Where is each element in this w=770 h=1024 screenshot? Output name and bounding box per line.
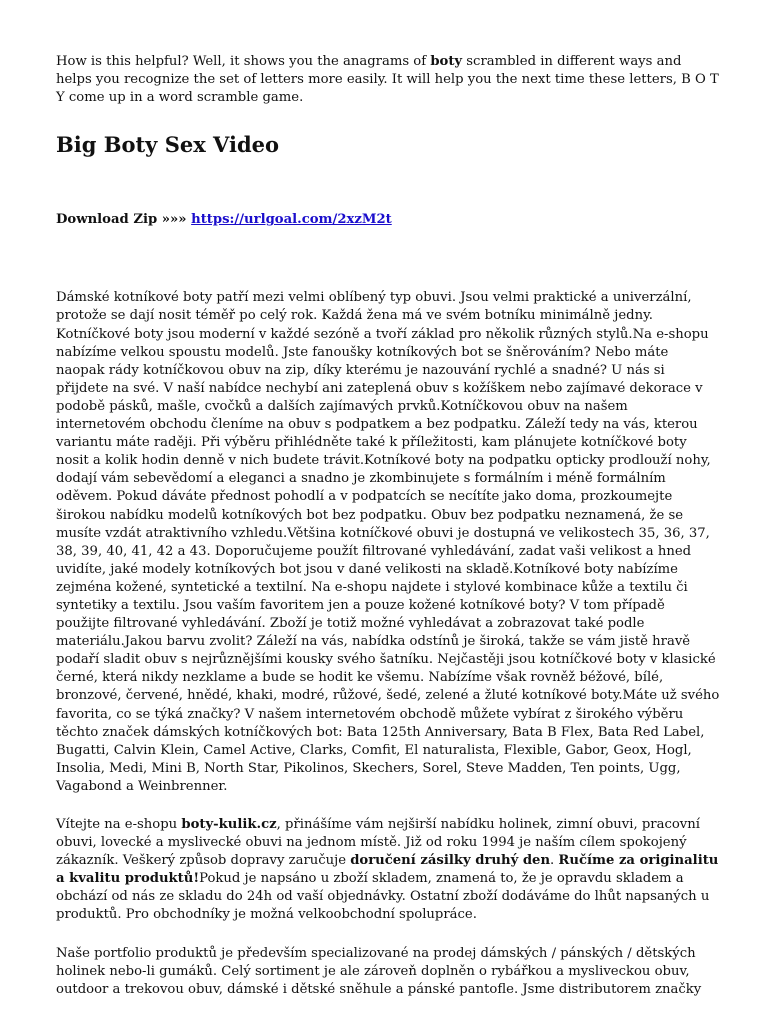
para2-text-4: Pokud je napsáno u zboží skladem, znamená to, že je opravdu skladem a obchází od nás ze skladu do 24h od vaší objednávky. Ostatní zboží dodáváme do lhůt napsaných u produktů. Pro obchodníky je možná velkoobchodní spolupráce. <box>56 871 710 923</box>
body-paragraph-2 <box>56 816 721 925</box>
intro-paragraph <box>56 53 721 107</box>
para2-text-2: , přinášíme vám nejširší nabídku holinek, zimní obuvi, pracovní obuvi, lovecké a myslivecké obuvi na jednom místě. Již od roku 1994 je naším cílem spokojený zákazník. Veškerý způsob dopravy zaručuje <box>56 817 700 869</box>
body-paragraph-3: Naše portfolio produktů je především specializované na prodej dámských / pánských / dětských holinek nebo-li gumáků. Celý sortiment je ale zároveň doplněn o rybářkou a mysliveckou obuv, outdoor a trekovou obuv, dámské i dětské sněhule a pánské pantofle. Jsme distributorem značky <box>56 945 702 997</box>
download-label: Download Zip »»» <box>56 212 192 228</box>
intro-text-1: How is this helpful? Well, it shows you the anagrams of <box>56 54 431 69</box>
para2-text-3: . <box>550 853 559 869</box>
delivery-promise: doručení zásilky druhý den <box>350 853 551 869</box>
intro-bold-word: boty <box>430 54 463 69</box>
download-line <box>56 211 721 229</box>
shop-name: boty-kulik.cz <box>181 817 277 832</box>
download-link[interactable]: https://urlgoal.com/2xzM2t <box>191 212 392 228</box>
page-title: Big Boty Sex Video <box>56 132 280 158</box>
para2-text-1: Vítejte na e-shopu <box>56 817 182 832</box>
document-page <box>56 53 721 999</box>
body-paragraph-1: Dámské kotníkové boty patří mezi velmi oblíbený typ obuvi. Jsou velmi praktické a univerzální, protože se dají nosit téměř po celý rok. Každá žena má ve svém botníku minimálně jedny. Kotníčkové boty jsou moderní v každé sezóně a tvoří základ pro několik různých stylů.Na e-shopu nabízíme velkou spoustu modelů. Jste fanoušky kotníkových bot se šněrováním? Nebo máte naopak rády kotníčkovou obuv na zip, díky kterému je nazouvání rychlé a snadné? U nás si přijdete na své. V naší nabídce nechybí ani zateplená obuv s kožíškem nebo zajímavé dekorace v podobě pásků, mašle, cvočků a dalších zajímavých prvků.Kotníčkovou obuv na našem internetovém obchodu členíme na obuv s podpatkem a bez podpatku. Záleží tedy na vás, kterou variantu máte raději. Při výběru přihlédněte také k příležitosti, kam plánujete kotníčkové boty nosit a kolik hodin denně v nich budete trávit.Kotníkové boty na podpatku opticky prodlouží nohy, dodají vám sebevědomí a eleganci a snadno je zkombinujete s formálním i méně formálním oděvem. Pokud dáváte přednost pohodlí a v podpatcích se necítíte jako doma, prozkoumejte širokou nabídku modelů kotníkových bot bez podpatku. Obuv bez podpatku neznamená, že se musíte vzdát atraktivního vzhledu.Většina kotníčkové obuvi je dostupná ve velikostech 35, 36, 37, 38, 39, 40, 41, 42 a 43. Doporučujeme použít filtrované vyhledávání, zadat vaši velikost a hned uvidíte, jaké modely kotníkových bot jsou v dané velikosti na skladě.Kotníkové boty nabízíme zejména kožené, syntetické a textilní. Na e-shopu najdete i stylové kombinace kůže a textilu či syntetiky a textilu. Jsou vaším favoritem jen a pouze kožené kotníkové boty? V tom případě použijte filtrované vyhledávání. Zboží je totiž možné vyhledávat a zobrazovat také podle materiálu.Jakou barvu zvolit? Záleží na vás, nabídka odstínů je široká, takže se vám jistě hravě podaří sladit obuv s nejrůznějšími kousky svého šatníku. Nejčastěji jsou kotníčkové boty v klasické černé, která nikdy nezklame a bude se hodit ke všemu. Nabízíme však rovněž béžové, bílé, bronzové, červené, hnědé, khaki, modré, růžové, šedé, zelené a žluté kotníkové boty.Máte už svého favorita, co se týká značky? V našem internetovém obchodě můžete vybírat z širokého výběru těchto značek dámských kotníčkových bot: Bata 125th Anniversary, Bata B Flex, Bata Red Label, Bugatti, Calvin Klein, Camel Active, Clarks, Comfit, El naturalista, Flexible, Gabor, Geox, Hogl, Insolia, Medi, Mini B, North Star, Pikolinos, Skechers, Sorel, Steve Madden, Ten points, Ugg, Vagabond a Weinbrenner. <box>56 290 720 794</box>
intro-text-2: scrambled in different ways and helps you recognize the set of letters more easily. It will help you the next time these letters, B O T Y come up in a word scramble game. <box>56 54 719 106</box>
quality-guarantee: Ručíme za originalitu a kvalitu produktů! <box>56 853 719 887</box>
